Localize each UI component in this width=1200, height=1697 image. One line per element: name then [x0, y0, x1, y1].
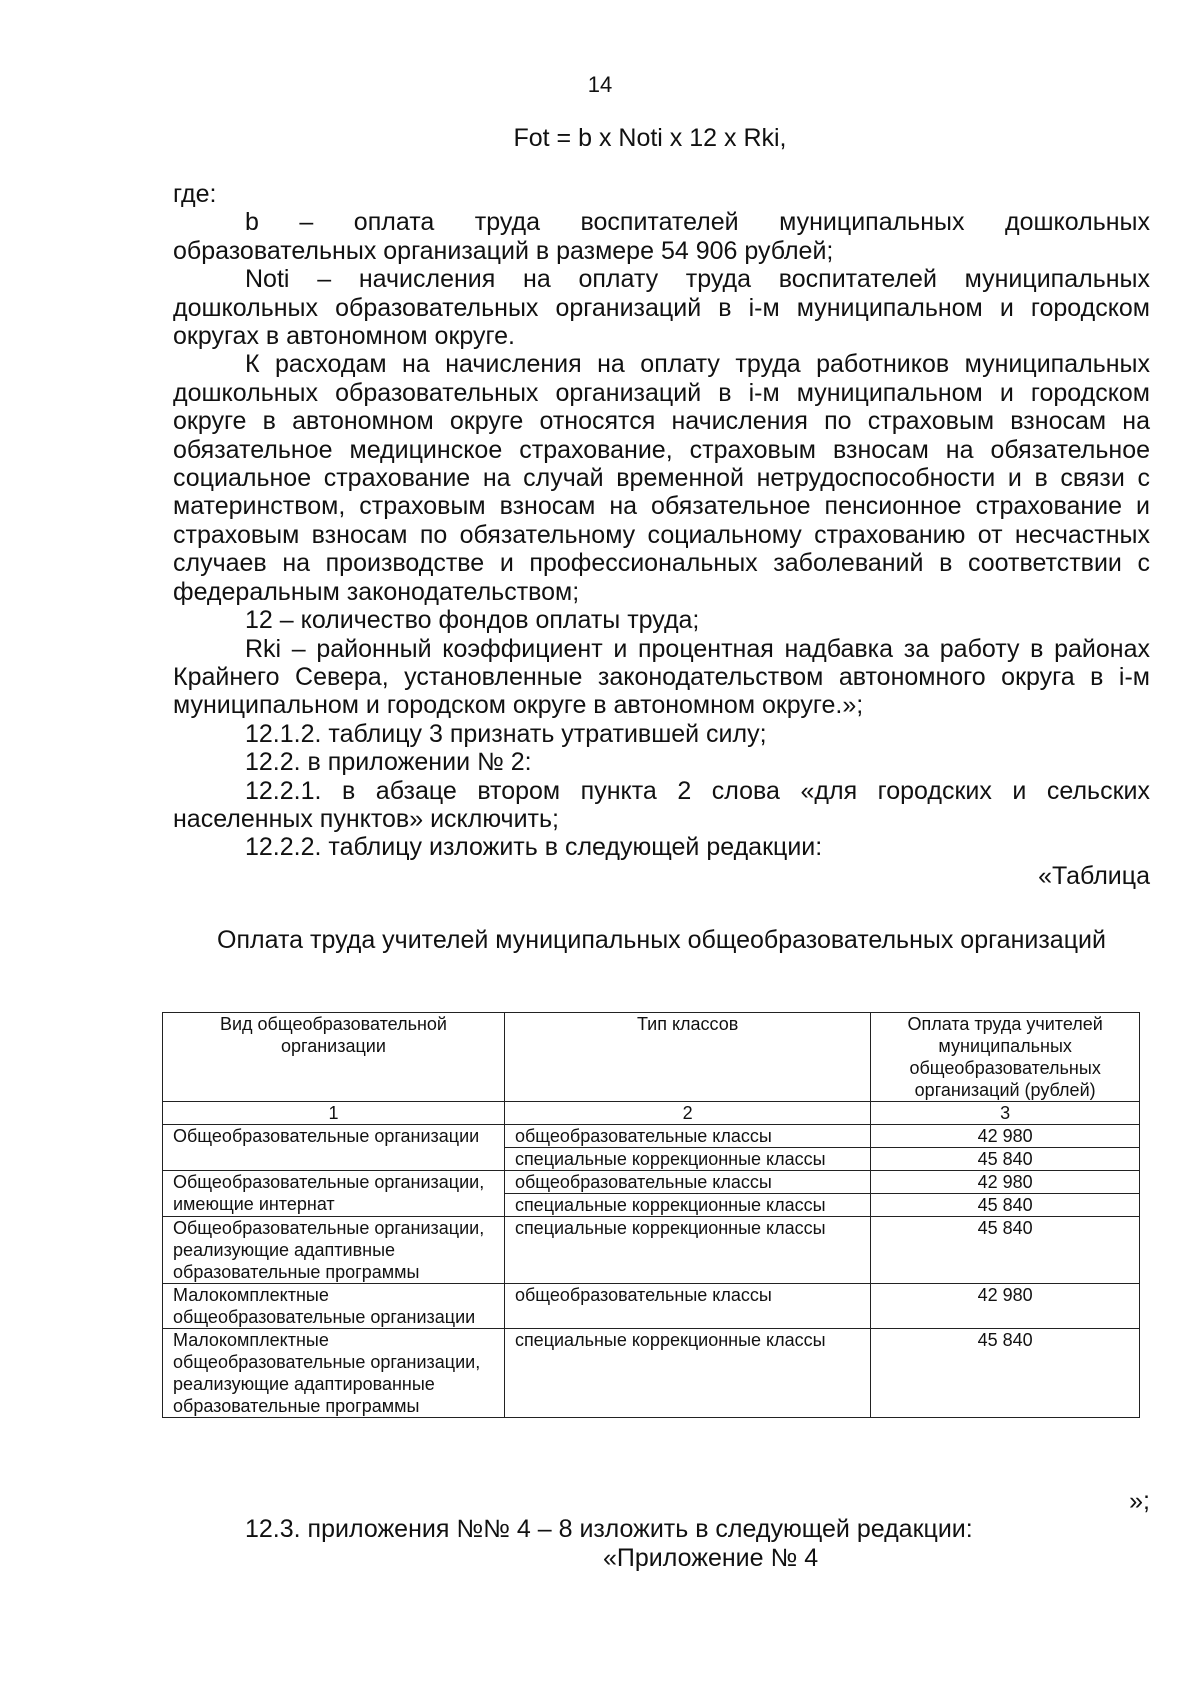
body-text	[173, 180, 1150, 890]
salary-cell: 45 840	[871, 1194, 1140, 1217]
paragraph: Rki – районный коэффициент и процентная надбавка за работу в районах Крайнего Севера, установленные законодательством автономного округа в i-м муниципальном и городском округе в автономном округе.»;	[173, 634, 1150, 720]
paragraph: b – оплата труда воспитателей муниципальных дошкольных образовательных организаций в размере 54 906 рублей;	[173, 208, 1150, 265]
salary-cell: 42 980	[871, 1284, 1140, 1329]
column-number-row	[163, 1102, 1140, 1125]
class-type-cell: общеобразовательные классы	[504, 1171, 870, 1194]
table-row	[163, 1329, 1140, 1418]
page-number: 14	[587, 72, 613, 97]
salary-table	[162, 1012, 1140, 1418]
paragraph: К расходам на начисления на оплату труда работников муниципальных дошкольных образовательных организаций в i-м муниципальном и городском округе в автономном округе относятся начисления по страховым взносам на обязательное медицинское страхование, страховым взносам на обязательное социальное страхование на случай временной нетрудоспособности и в связи с материнством, страховым взносам на обязательное пенсионное страхование и страховым взносам по обязательному социальному страхованию от несчастных случаев на производстве и профессиональных заболеваний в соответствии с федеральным законодательством;	[173, 350, 1150, 606]
formula: Fot = b x Noti x 12 x Rki,	[513, 124, 787, 152]
table-label: «Таблица	[1038, 861, 1150, 890]
salary-cell: 45 840	[871, 1148, 1140, 1171]
salary-cell: 42 980	[871, 1125, 1140, 1148]
paragraph: 12.3. приложения №№ 4 – 8 изложить в следующей редакции:	[245, 1515, 973, 1544]
class-type-cell: специальные коррекционные классы	[504, 1329, 870, 1418]
table-row	[163, 1171, 1140, 1194]
paragraph: где:	[173, 180, 217, 208]
column-number: 1	[163, 1102, 505, 1125]
org-type-cell: Общеобразовательные организации, реализующие адаптивные образовательные программы	[163, 1217, 505, 1284]
salary-cell: 42 980	[871, 1171, 1140, 1194]
class-type-cell: специальные коррекционные классы	[504, 1217, 870, 1284]
org-type-cell: Малокомплектные общеобразовательные организации, реализующие адаптированные образовательные программы	[163, 1329, 505, 1418]
header-cell: Оплата труда учителей муниципальных общеобразовательных организаций (рублей)	[871, 1013, 1140, 1102]
column-number: 2	[504, 1102, 870, 1125]
org-type-cell: Общеобразовательные организации, имеющие интернат	[163, 1171, 505, 1217]
table-title: Оплата труда учителей муниципальных общеобразовательных организаций	[217, 926, 1106, 954]
org-type-cell: Общеобразовательные организации	[163, 1125, 505, 1171]
closing-mark: »;	[1129, 1487, 1150, 1515]
paragraph: Noti – начисления на оплату труда воспитателей муниципальных дошкольных образовательных организаций в i-м муниципальном и городском округах в автономном округе.	[173, 265, 1150, 351]
salary-cell: 45 840	[871, 1217, 1140, 1284]
table-header-row	[163, 1013, 1140, 1102]
column-number: 3	[871, 1102, 1140, 1125]
header-cell: Тип классов	[504, 1013, 870, 1102]
paragraph: 12 – количество фондов оплаты труда;	[245, 606, 700, 635]
tail-text	[173, 1487, 1150, 1572]
table-row	[163, 1217, 1140, 1284]
class-type-cell: общеобразовательные классы	[504, 1125, 870, 1148]
table-row	[163, 1125, 1140, 1148]
paragraph: 12.2. в приложении № 2:	[245, 748, 532, 777]
salary-cell: 45 840	[871, 1329, 1140, 1418]
appendix-label: «Приложение № 4	[603, 1543, 819, 1572]
org-type-cell: Малокомплектные общеобразовательные организации	[163, 1284, 505, 1329]
paragraph: 12.2.1. в абзаце втором пункта 2 слова «для городских и сельских населенных пунктов» исключить;	[173, 776, 1150, 833]
header-cell: Вид общеобразовательной организации	[163, 1013, 505, 1102]
paragraph: 12.1.2. таблицу 3 признать утратившей силу;	[245, 719, 767, 748]
table-row	[163, 1284, 1140, 1329]
paragraph: 12.2.2. таблицу изложить в следующей редакции:	[245, 833, 823, 862]
class-type-cell: общеобразовательные классы	[504, 1284, 870, 1329]
class-type-cell: специальные коррекционные классы	[504, 1148, 870, 1171]
class-type-cell: специальные коррекционные классы	[504, 1194, 870, 1217]
